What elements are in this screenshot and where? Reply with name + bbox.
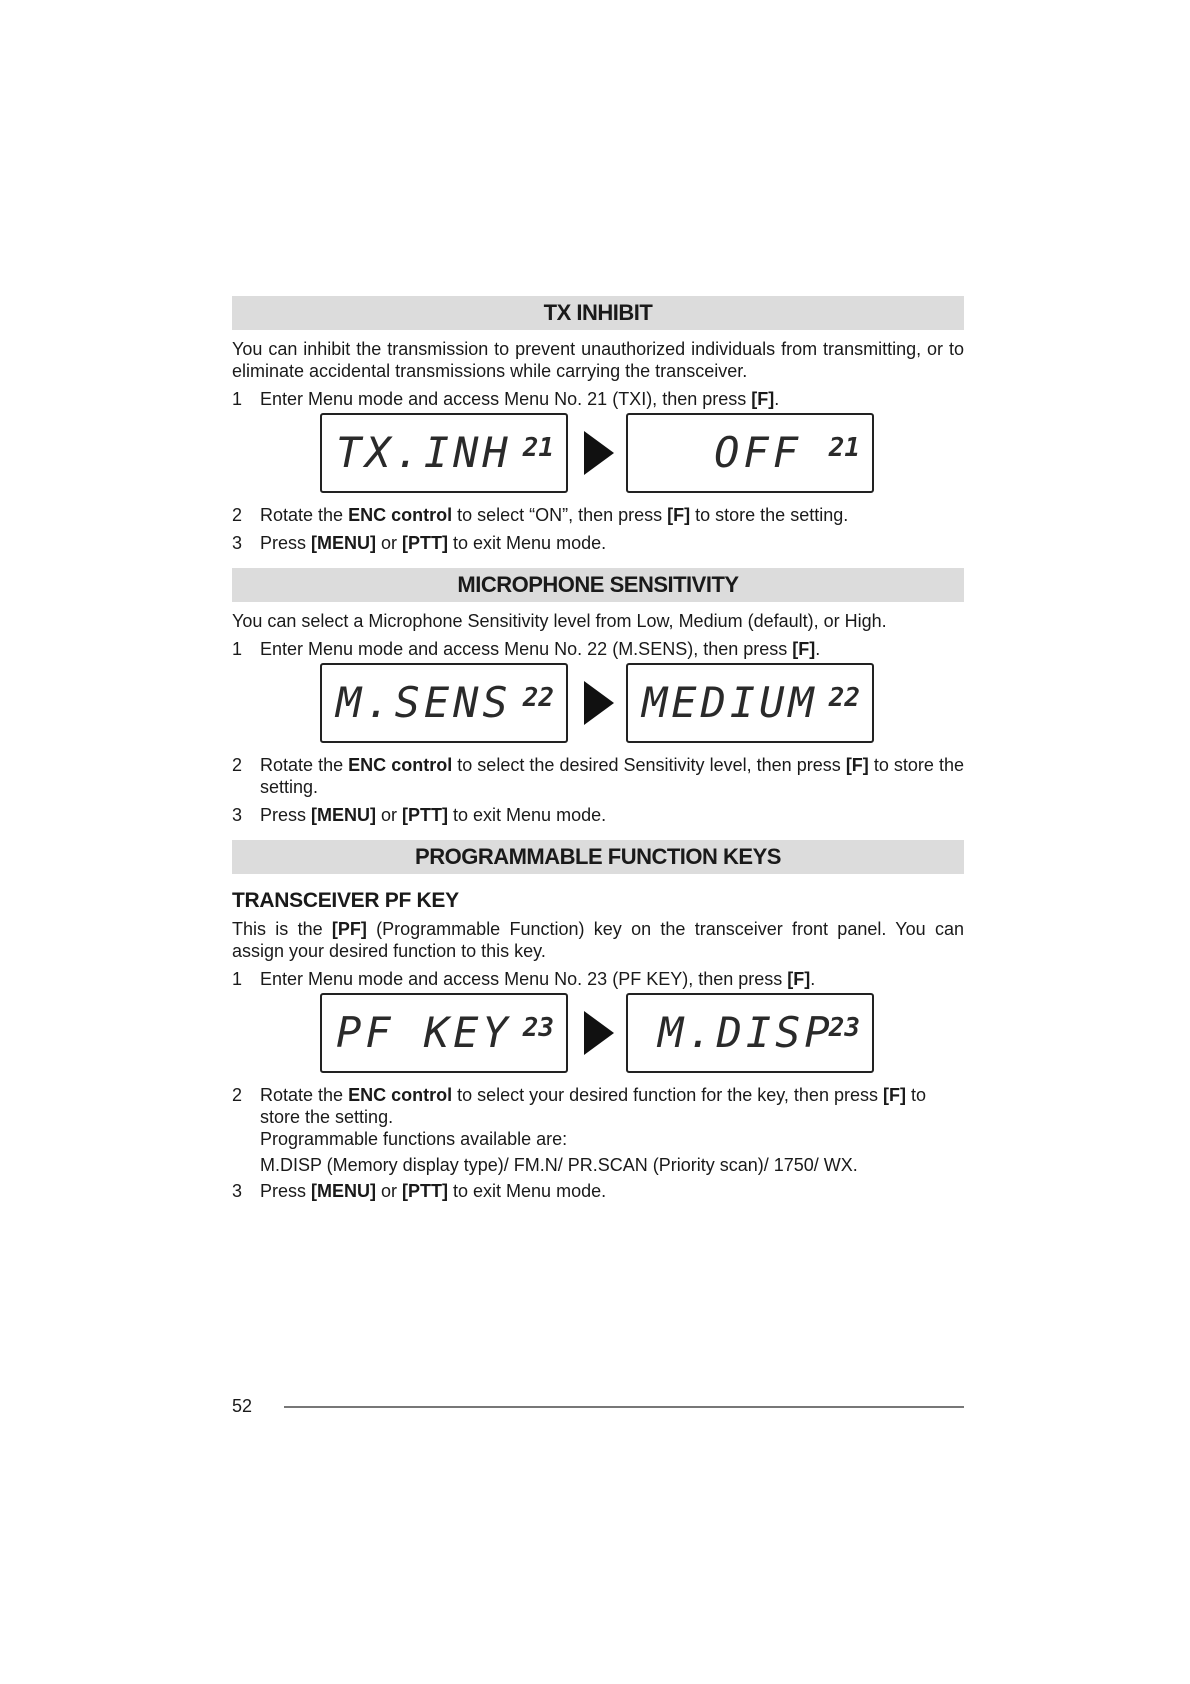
key-label: [F] <box>667 505 691 525</box>
key-label: [MENU] <box>311 533 377 553</box>
key-label: [PTT] <box>402 533 449 553</box>
pf-key-lcd-row <box>320 990 964 1076</box>
key-label: [MENU] <box>311 805 377 825</box>
step-text: Enter Menu mode and access Menu No. 21 (TXI), then press <box>260 389 752 409</box>
step-number: 2 <box>232 505 243 525</box>
step-text: . <box>774 389 780 409</box>
lcd-display <box>320 993 568 1073</box>
step-text: . <box>815 639 821 659</box>
lcd-menu-number: 21 <box>522 433 554 463</box>
step-number: 1 <box>232 969 243 989</box>
footer-rule <box>284 1406 964 1408</box>
step-text: to select the desired Sensitivity level, then press <box>452 755 846 775</box>
step-text: to store the setting. <box>260 1085 926 1127</box>
step-text: to store the setting. <box>260 755 964 797</box>
step-number: 2 <box>232 1085 243 1105</box>
step-text: Press <box>260 1181 312 1201</box>
key-label: [MENU] <box>311 1181 377 1201</box>
lcd-menu-number: 23 <box>828 1013 860 1043</box>
step-text: to store the setting. <box>690 505 849 525</box>
control-label: ENC control <box>348 1085 453 1105</box>
step-text: or <box>376 805 403 825</box>
page-footer <box>232 1394 964 1418</box>
lcd-display <box>320 413 568 493</box>
arrow-right-icon <box>584 1011 614 1055</box>
step-text: . <box>810 969 816 989</box>
step-text: Rotate the <box>260 505 349 525</box>
lcd-menu-number: 22 <box>828 683 860 713</box>
step-number: 3 <box>232 533 243 553</box>
pf-key-intro <box>232 918 964 962</box>
key-label: [F] <box>882 1085 906 1105</box>
mic-sensitivity-step-2 <box>232 754 964 798</box>
key-label: [F] <box>751 389 775 409</box>
step-text: Rotate the <box>260 1085 349 1105</box>
lcd-menu-value: OFF <box>714 428 802 477</box>
section-title-microphone-sensitivity: MICROPHONE SENSITIVITY <box>232 568 964 602</box>
step-number: 3 <box>232 1181 243 1201</box>
functions-available-label: Programmable functions available are: <box>260 1129 568 1149</box>
functions-list: M.DISP (Memory display type)/ FM.N/ PR.SCAN (Priority scan)/ 1750/ WX. <box>260 1155 858 1175</box>
lcd-display <box>626 993 874 1073</box>
lcd-display <box>626 663 874 743</box>
lcd-menu-name: TX.INH <box>336 428 512 477</box>
step-number: 3 <box>232 805 243 825</box>
pf-key-step-3 <box>232 1180 964 1202</box>
tx-inhibit-lcd-row <box>320 410 964 496</box>
step-text: Rotate the <box>260 755 349 775</box>
lcd-display <box>320 663 568 743</box>
control-label: ENC control <box>348 755 453 775</box>
lcd-menu-value: M.DISP <box>658 1008 834 1057</box>
lcd-display <box>626 413 874 493</box>
step-text: to exit Menu mode. <box>448 533 607 553</box>
step-text: to select your desired function for the key, then press <box>452 1085 883 1105</box>
key-label: [F] <box>787 969 811 989</box>
mic-sensitivity-lcd-row <box>320 660 964 746</box>
mic-sensitivity-intro: You can select a Microphone Sensitivity level from Low, Medium (default), or High. <box>232 611 887 631</box>
step-number: 1 <box>232 389 243 409</box>
tx-inhibit-step-3 <box>232 532 964 554</box>
arrow-right-icon <box>584 431 614 475</box>
pf-key-step-1 <box>232 968 964 990</box>
step-text: Press <box>260 533 312 553</box>
pf-key-step-2 <box>232 1084 964 1176</box>
step-number: 2 <box>232 755 243 775</box>
tx-inhibit-step-1 <box>232 388 964 410</box>
lcd-menu-value: MEDIUM <box>642 678 818 727</box>
step-number: 1 <box>232 639 243 659</box>
key-label: [PTT] <box>402 805 449 825</box>
step-text: Enter Menu mode and access Menu No. 22 (M.SENS), then press <box>260 639 793 659</box>
key-label: [PF] <box>331 919 367 939</box>
intro-text: (Programmable Function) key on the transceiver front panel. You can assign your desired function to this key. <box>232 919 964 961</box>
step-text: or <box>376 1181 403 1201</box>
tx-inhibit-intro: You can inhibit the transmission to prevent unauthorized individuals from transmitting, or to eliminate accidental transmissions while carrying the transceiver. <box>232 339 964 381</box>
step-text: to exit Menu mode. <box>448 805 607 825</box>
step-text: to exit Menu mode. <box>448 1181 607 1201</box>
subheading-transceiver-pf-key: TRANSCEIVER PF KEY <box>232 889 459 912</box>
key-label: [F] <box>845 755 869 775</box>
control-label: ENC control <box>348 505 453 525</box>
step-text: to select “ON”, then press <box>452 505 668 525</box>
manual-page <box>232 296 964 1202</box>
lcd-menu-number: 21 <box>828 433 860 463</box>
lcd-menu-number: 22 <box>522 683 554 713</box>
page-number: 52 <box>232 1396 253 1416</box>
arrow-right-icon <box>584 681 614 725</box>
lcd-menu-name: M.SENS <box>336 678 512 727</box>
step-text: Enter Menu mode and access Menu No. 23 (PF KEY), then press <box>260 969 788 989</box>
key-label: [PTT] <box>402 1181 449 1201</box>
lcd-menu-number: 23 <box>522 1013 554 1043</box>
mic-sensitivity-step-1 <box>232 638 964 660</box>
section-title-tx-inhibit: TX INHIBIT <box>232 296 964 330</box>
mic-sensitivity-step-3 <box>232 804 964 826</box>
section-title-programmable-function-keys: PROGRAMMABLE FUNCTION KEYS <box>232 840 964 874</box>
lcd-menu-name: PF KEY <box>336 1008 512 1057</box>
tx-inhibit-step-2 <box>232 504 964 526</box>
intro-text: This is the <box>232 919 332 939</box>
key-label: [F] <box>792 639 816 659</box>
step-text: or <box>376 533 403 553</box>
step-text: Press <box>260 805 312 825</box>
